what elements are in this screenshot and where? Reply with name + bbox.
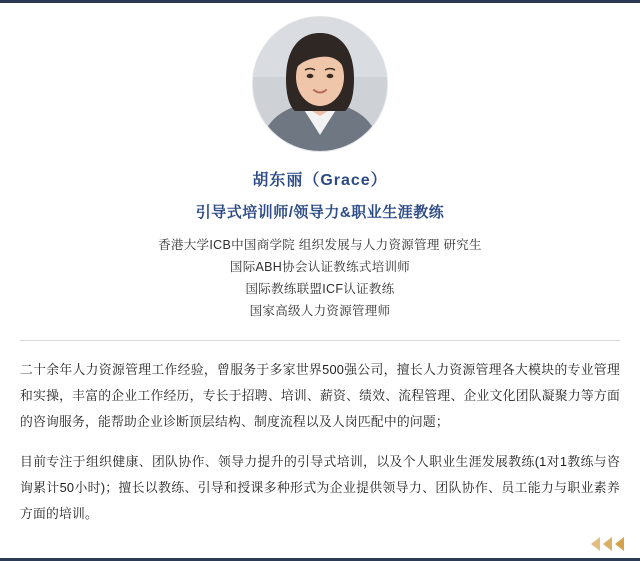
profile-name: 胡东丽（Grace） [252,172,388,189]
footer-decoration [0,523,640,561]
arrow-group-icon [591,537,624,551]
avatar-illustration [253,17,387,151]
credential-line: 国际ABH协会认证教练式培训师 [229,260,411,274]
triangle-right-icon [603,537,612,551]
biography-paragraph: 二十余年人力资源管理工作经验，曾服务于多家世界500强公司，擅长人力资源管理各大模块的专业管理和实操，丰富的企业工作经历，专长于招聘、培训、薪资、绩效、流程管理、企业文化团队凝聚力等方面的咨询服务，能帮助企业诊断顶层结构、制度流程以及人岗匹配中的问题； [20,362,620,429]
triangle-right-icon [615,537,624,551]
profile-role: 引导式培训师/领导力&职业生涯教练 [195,204,445,221]
portrait-container [0,3,640,151]
biography-paragraph: 目前专注于组织健康、团队协作、领导力提升的引导式培训，以及个人职业生涯发展教练(1对1教练与咨询累计50小时)；擅长以教练、引导和授课多种形式为企业提供领导力、团队协作、员工能力与职业素养方面的培训。 [20,454,620,521]
credential-line: 国际教练联盟ICF认证教练 [245,282,395,296]
triangle-right-icon [591,537,600,551]
biography-section [20,341,620,527]
credential-line: 国家高级人力资源管理师 [249,304,391,318]
avatar [253,17,387,151]
credential-line: 香港大学ICB中国商学院 组织发展与人力资源管理 研究生 [158,238,482,252]
